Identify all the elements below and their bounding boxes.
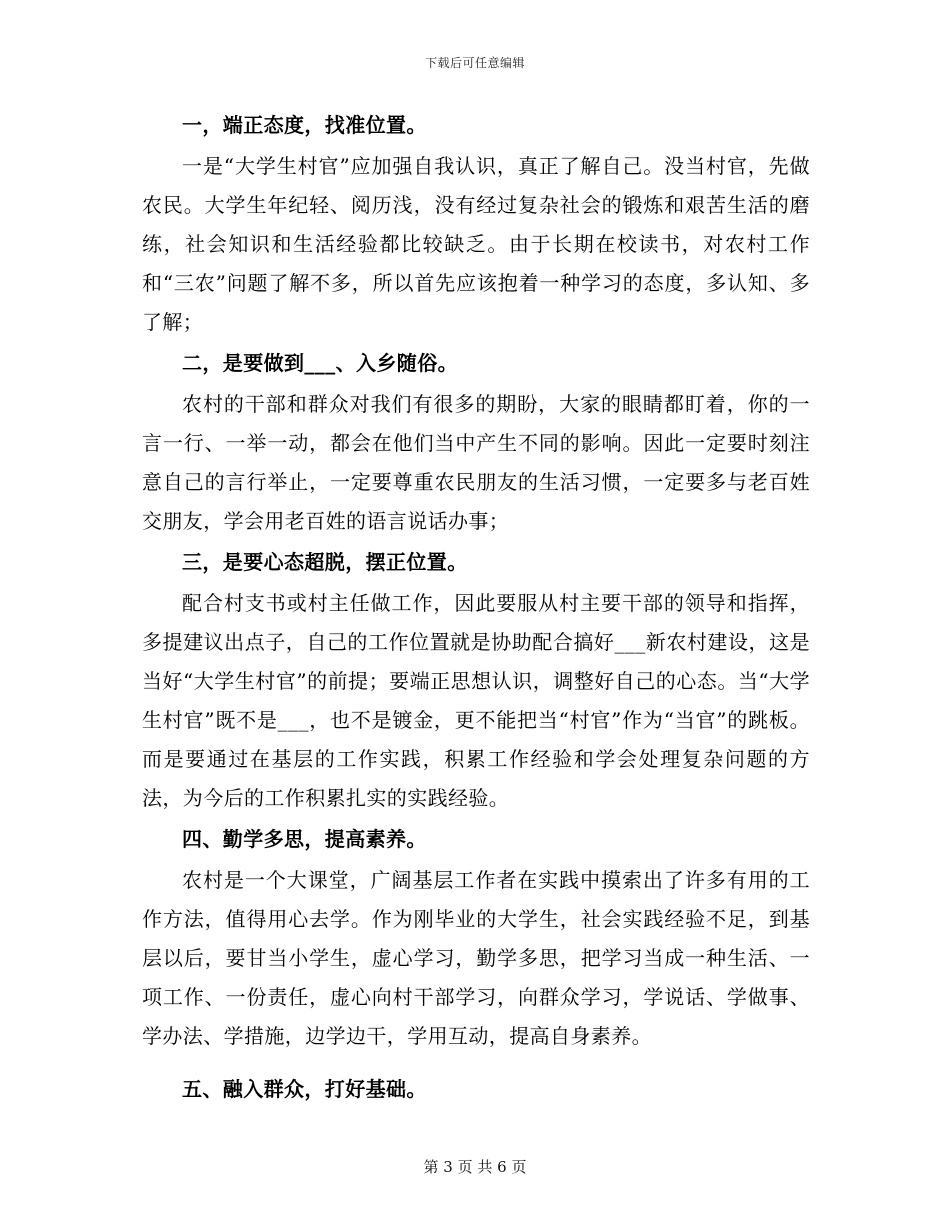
section-paragraph-3: 配合村支书或村主任做工作，因此要服从村主要干部的领导和指挥，多提建议出点子，自己的工作位置就是协助配合搞好___新农村建设，这是当好“大学生村官”的前提；要端正思想认识，调整好自己的心态。当“大学生村官”既不是___，也不是镀金，更不能把当“村官”作为“当官”的跳板。而是要通过在基层的工作实践，积累工作经验和学会处理复杂问题的方法，为今后的工作积累扎实的实践经验。 [142, 591, 810, 810]
section-paragraph-4: 农村是一个大课堂，广阔基层工作者在实践中摸索出了许多有用的工作方法，值得用心去学。作为刚毕业的大学生，社会实践经验不足，到基层以后，要甘当小学生，虚心学习，勤学多思，把学习当成一种生活、一项工作、一份责任，虚心向村干部学习，向群众学习，学说话、学做事、学办法、学措施，边学边干，学用互动，提高自身素养。 [142, 868, 810, 1048]
section-heading-2: 二，是要做到___、入乡随俗。 [182, 351, 458, 375]
section-heading-5: 五、融入群众，打好基础。 [182, 1077, 427, 1101]
section-heading-1: 一，端正态度，找准位置。 [182, 113, 427, 137]
document-body [142, 104, 810, 1111]
section-paragraph-1: 一是“大学生村官”应加强自我认识，真正了解自己。没当村官，先做农民。大学生年纪轻、阅历浅，没有经过复杂社会的锻炼和艰苦生活的磨练，社会知识和生活经验都比较缺乏。由于长期在校读书，对农村工作和“三农”问题了解不多，所以首先应该抱着一种学习的态度，多认知、多了解； [142, 154, 810, 334]
page-number: 第 3 页 共 6 页 [423, 1158, 527, 1176]
section-heading-4: 四、勤学多思，提高素养。 [182, 827, 427, 851]
page-header-note: 下载后可任意编辑 [424, 56, 525, 70]
section-heading-3: 三，是要心态超脱，摆正位置。 [182, 550, 468, 574]
section-paragraph-2: 农村的干部和群众对我们有很多的期盼，大家的眼睛都盯着，你的一言一行、一举一动，都会在他们当中产生不同的影响。因此一定要时刻注意自己的言行举止，一定要尊重农民朋友的生活习惯，一定要多与老百姓交朋友，学会用老百姓的语言说话办事； [142, 392, 810, 533]
